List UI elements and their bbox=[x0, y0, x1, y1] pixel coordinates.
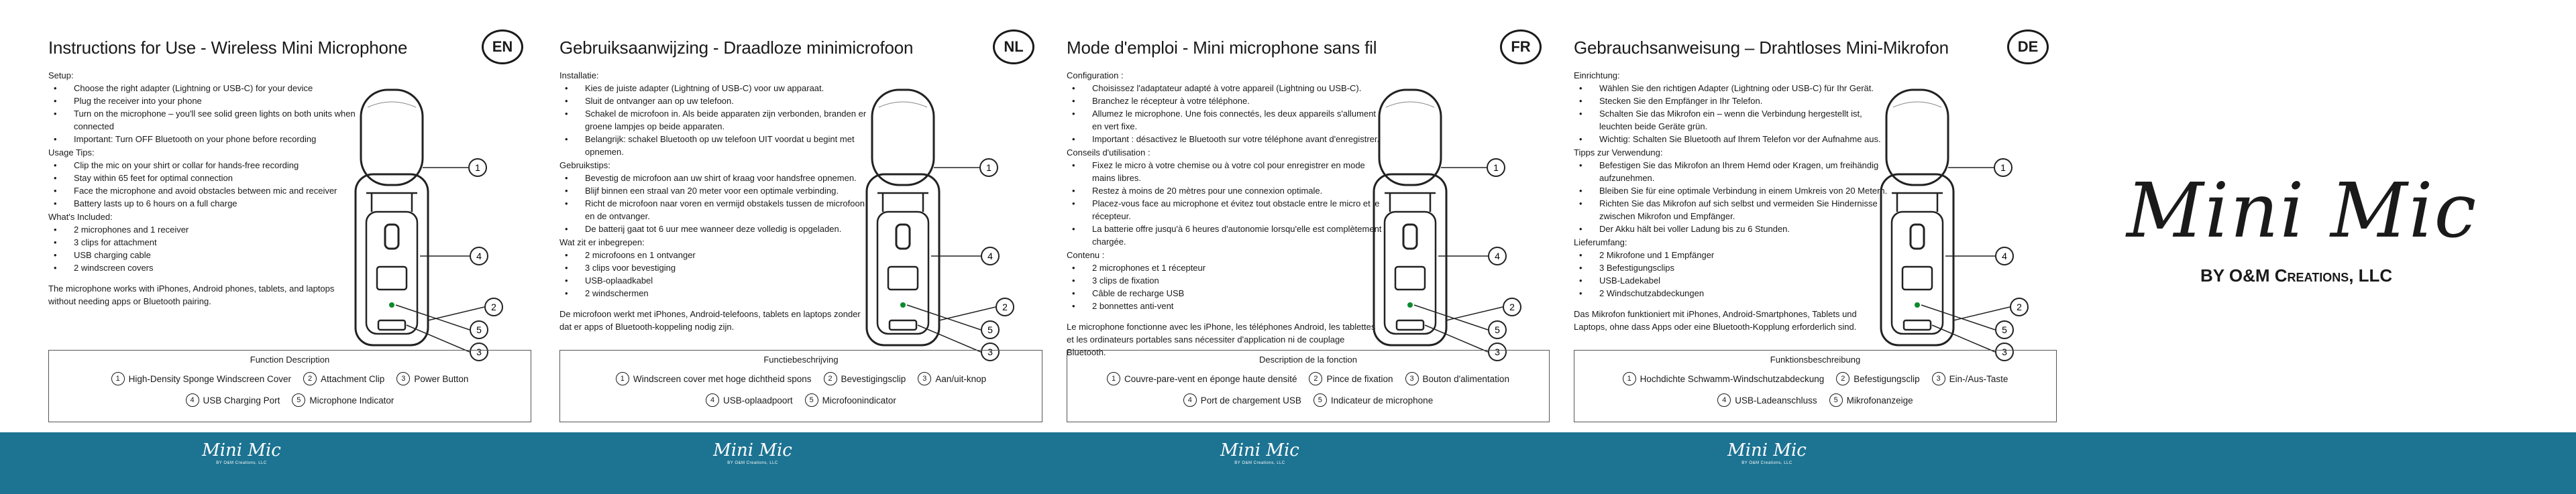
number-badge: 2 bbox=[824, 372, 837, 385]
list-item: • Restez à moins de 20 mètres pour une connexion optimale. bbox=[1067, 184, 1382, 197]
language-badge: FR bbox=[1500, 29, 1542, 64]
svg-text:1: 1 bbox=[475, 162, 480, 173]
callout-2 bbox=[996, 298, 1014, 316]
language-badge: EN bbox=[482, 29, 523, 64]
number-badge: 3 bbox=[918, 372, 931, 385]
svg-text:4: 4 bbox=[2002, 251, 2007, 261]
list-item: • Battery lasts up to 6 hours on a full charge bbox=[48, 197, 364, 210]
number-badge: 2 bbox=[1309, 372, 1322, 385]
list-item: • Face the microphone and avoid obstacles between mic and receiver bbox=[48, 184, 364, 197]
svg-text:3: 3 bbox=[2002, 347, 2007, 357]
bullet-list bbox=[1067, 82, 1382, 145]
section-heading: Conseils d'utilisation : bbox=[1067, 147, 1150, 158]
microphone-diagram bbox=[352, 80, 519, 382]
number-badge: 1 bbox=[111, 372, 125, 385]
instruction-body bbox=[48, 68, 364, 308]
instruction-panel-fr bbox=[1067, 27, 1550, 422]
brand-name: Mini Mic bbox=[2127, 168, 2478, 255]
function-label-3: 3 Aan/uit-knop bbox=[918, 372, 986, 385]
function-label-5: 5 Mikrofonanzeige bbox=[1829, 393, 1913, 407]
svg-text:4: 4 bbox=[1495, 251, 1500, 261]
footer-bar bbox=[0, 432, 2576, 494]
list-item: • Kies de juiste adapter (Lightning of USB-C) voor uw apparaat. bbox=[559, 82, 875, 95]
function-label-5: 5 Microfoonindicator bbox=[805, 393, 896, 407]
callout-2 bbox=[1503, 298, 1521, 316]
section-heading: Setup: bbox=[48, 70, 74, 80]
list-item: • 2 microphones et 1 récepteur bbox=[1067, 261, 1382, 274]
function-labels-row-1 bbox=[1574, 372, 2056, 385]
function-description-box bbox=[48, 350, 531, 422]
function-labels-row-2 bbox=[1067, 393, 1549, 407]
callout-4 bbox=[1996, 247, 2013, 265]
function-label-3: 3 Power Button bbox=[396, 372, 468, 385]
function-description-title: Functiebeschrijving bbox=[763, 355, 839, 365]
callout-1 bbox=[980, 159, 998, 176]
function-description-box bbox=[1067, 350, 1550, 422]
list-item: • Stay within 65 feet for optimal connection bbox=[48, 172, 364, 184]
svg-text:2: 2 bbox=[1002, 302, 1008, 312]
footer-logo: Mini Mic BY O&M Creations, LLC bbox=[713, 440, 792, 465]
callout-1 bbox=[1487, 159, 1505, 176]
list-item: • Choose the right adapter (Lightning or USB-C) for your device bbox=[48, 82, 364, 95]
attachment-clip-shape bbox=[877, 193, 928, 212]
list-item: • Stecken Sie den Empfänger in Ihr Telefon. bbox=[1574, 95, 1889, 107]
list-item: • 3 clips voor bevestiging bbox=[559, 261, 875, 274]
function-label-4: 4 USB-Ladeanschluss bbox=[1717, 393, 1817, 407]
section-heading: Lieferumfang: bbox=[1574, 237, 1627, 247]
svg-text:5: 5 bbox=[476, 324, 482, 335]
callout-4 bbox=[981, 247, 999, 265]
callout-5 bbox=[981, 321, 999, 338]
instruction-body bbox=[559, 68, 875, 333]
list-item: • Allumez le microphone. Une fois connectés, les deux appareils s'allument en vert fixe. bbox=[1067, 107, 1382, 133]
section-heading: Usage Tips: bbox=[48, 147, 95, 158]
bullet-list bbox=[1574, 82, 1889, 145]
number-badge: 5 bbox=[1313, 393, 1327, 407]
function-label-3: 3 Bouton d'alimentation bbox=[1405, 372, 1509, 385]
function-label-1: 1 Couvre-pare-vent en éponge haute densité bbox=[1107, 372, 1297, 385]
function-labels-row-2 bbox=[49, 393, 531, 407]
function-description-title: Description de la fonction bbox=[1259, 355, 1357, 365]
footer-logo: Mini Mic BY O&M Creations, LLC bbox=[202, 440, 281, 465]
list-item: • Wichtig: Schalten Sie Bluetooth auf Ihrem Telefon vor der Aufnahme aus. bbox=[1574, 133, 1889, 145]
number-badge: 5 bbox=[805, 393, 818, 407]
callout-1 bbox=[469, 159, 486, 176]
number-badge: 3 bbox=[396, 372, 410, 385]
svg-text:5: 5 bbox=[1495, 324, 1500, 335]
usb-port-shape bbox=[890, 320, 916, 330]
microphone-indicator-shape bbox=[1407, 302, 1413, 308]
list-item: • Placez-vous face au microphone et évitez tout obstacle entre le micro et le récepteur. bbox=[1067, 197, 1382, 223]
list-item: • Schalten Sie das Mikrofon ein – wenn die Verbindung hergestellt ist, leuchten beide Geräte grün. bbox=[1574, 107, 1889, 133]
section-heading: Wat zit er inbegrepen: bbox=[559, 237, 645, 247]
windscreen-cover-shape bbox=[872, 90, 934, 185]
list-item: • USB-oplaadkabel bbox=[559, 274, 875, 287]
microphone-diagram bbox=[1370, 80, 1538, 382]
microphone-diagram bbox=[1877, 80, 2045, 382]
bullet-list bbox=[1574, 249, 1889, 300]
instruction-body bbox=[1574, 68, 1889, 333]
microphone-diagram bbox=[863, 80, 1030, 382]
list-item: • Richt de microfoon naar voren en vermijd obstakels tussen de microfoon en de ontvanger. bbox=[559, 197, 875, 223]
number-badge: 4 bbox=[706, 393, 719, 407]
list-item: • Befestigen Sie das Mikrofon an Ihrem Hemd oder Kragen, um freihändig aufzunehmen. bbox=[1574, 159, 1889, 184]
attachment-clip-shape bbox=[1385, 193, 1436, 212]
panel-title: Gebruiksaanwijzing - Draadloze minimicrofoon bbox=[559, 38, 914, 58]
list-item: • 3 Befestigungsclips bbox=[1574, 261, 1889, 274]
function-description-box bbox=[1574, 350, 2057, 422]
function-label-2: 2 Attachment Clip bbox=[303, 372, 384, 385]
footer-logo: Mini Mic BY O&M Creations, LLC bbox=[1727, 440, 1807, 465]
list-item: • 2 windschermen bbox=[559, 287, 875, 300]
svg-text:3: 3 bbox=[476, 347, 482, 357]
instruction-panel-de bbox=[1574, 27, 2057, 422]
svg-text:3: 3 bbox=[987, 347, 993, 357]
svg-text:2: 2 bbox=[1509, 302, 1515, 312]
callout-5 bbox=[1996, 321, 2013, 338]
compatibility-note: The microphone works with iPhones, Android phones, tablets, and laptops without needing apps or Bluetooth pairing. bbox=[48, 284, 335, 306]
panel-title: Instructions for Use - Wireless Mini Microphone bbox=[48, 38, 408, 58]
function-description-title: Function Description bbox=[250, 355, 330, 365]
function-label-1: 1 Hochdichte Schwamm-Windschutzabdeckung bbox=[1623, 372, 1825, 385]
list-item: • Important : désactivez le Bluetooth sur votre téléphone avant d'enregistrer. bbox=[1067, 133, 1382, 145]
function-description-box bbox=[559, 350, 1042, 422]
function-label-3: 3 Ein-/Aus-Taste bbox=[1932, 372, 2008, 385]
function-label-4: 4 USB Charging Port bbox=[186, 393, 280, 407]
bullet-list bbox=[559, 249, 875, 300]
list-item: • Der Akku hält bei voller Ladung bis zu 6 Stunden. bbox=[1574, 223, 1889, 235]
section-heading: Tipps zur Verwendung: bbox=[1574, 147, 1663, 158]
list-item: • Turn on the microphone – you'll see solid green lights on both units when connected bbox=[48, 107, 364, 133]
windscreen-cover-shape bbox=[361, 90, 423, 185]
section-heading: What's Included: bbox=[48, 212, 113, 222]
list-item: • Blijf binnen een straal van 20 meter voor een optimale verbinding. bbox=[559, 184, 875, 197]
number-badge: 5 bbox=[1829, 393, 1843, 407]
callout-2 bbox=[2010, 298, 2028, 316]
number-badge: 1 bbox=[1107, 372, 1120, 385]
list-item: • Belangrijk: schakel Bluetooth op uw telefoon UIT voordat u begint met opnemen. bbox=[559, 133, 875, 158]
panel-title: Mode d'emploi - Mini microphone sans fil bbox=[1067, 38, 1377, 58]
list-item: • Fixez le micro à votre chemise ou à votre col pour enregistrer en mode mains libres. bbox=[1067, 159, 1382, 184]
list-item: • USB-Ladekabel bbox=[1574, 274, 1889, 287]
bullet-list bbox=[48, 159, 364, 210]
bullet-list bbox=[559, 82, 875, 158]
section-heading: Gebruikstips: bbox=[559, 160, 610, 170]
callout-5 bbox=[1489, 321, 1506, 338]
svg-text:1: 1 bbox=[2000, 162, 2006, 173]
function-label-1: 1 High-Density Sponge Windscreen Cover bbox=[111, 372, 291, 385]
svg-text:1: 1 bbox=[986, 162, 991, 173]
instruction-body bbox=[1067, 68, 1382, 359]
function-description-title: Funktionsbeschreibung bbox=[1770, 355, 1861, 365]
panel-title: Gebrauchsanweisung – Drahtloses Mini-Mikrofon bbox=[1574, 38, 1949, 58]
function-label-1: 1 Windscreen cover met hoge dichtheid spons bbox=[616, 372, 812, 385]
function-label-4: 4 USB-oplaadpoort bbox=[706, 393, 793, 407]
usb-port-shape bbox=[1904, 320, 1931, 330]
usb-port-shape bbox=[378, 320, 405, 330]
language-badge: DE bbox=[2007, 29, 2049, 64]
list-item: • 2 microfoons en 1 ontvanger bbox=[559, 249, 875, 261]
list-item: • Plug the receiver into your phone bbox=[48, 95, 364, 107]
callout-5 bbox=[470, 321, 488, 338]
section-heading: Contenu : bbox=[1067, 250, 1105, 260]
number-badge: 3 bbox=[1932, 372, 1945, 385]
number-badge: 4 bbox=[1717, 393, 1731, 407]
bullet-list bbox=[559, 172, 875, 235]
list-item: • Bleiben Sie für eine optimale Verbindung in einem Umkreis von 20 Metern. bbox=[1574, 184, 1889, 197]
callout-2 bbox=[485, 298, 502, 316]
function-label-4: 4 Port de chargement USB bbox=[1183, 393, 1301, 407]
number-badge: 3 bbox=[1405, 372, 1419, 385]
list-item: • Important: Turn OFF Bluetooth on your phone before recording bbox=[48, 133, 364, 145]
list-item: • 2 windscreen covers bbox=[48, 261, 364, 274]
svg-text:2: 2 bbox=[2017, 302, 2022, 312]
list-item: • De batterij gaat tot 6 uur mee wanneer deze volledig is opgeladen. bbox=[559, 223, 875, 235]
list-item: • 2 Mikrofone und 1 Empfänger bbox=[1574, 249, 1889, 261]
microphone-indicator-shape bbox=[389, 302, 394, 308]
svg-text:5: 5 bbox=[987, 324, 993, 335]
list-item: • 2 Windschutzabdeckungen bbox=[1574, 287, 1889, 300]
usb-port-shape bbox=[1397, 320, 1424, 330]
compatibility-note: De microfoon werkt met iPhones, Android-telefoons, tablets en laptops zonder dat er apps of Bluetooth-koppeling nodig zijn. bbox=[559, 309, 861, 332]
microphone-indicator-shape bbox=[1915, 302, 1920, 308]
number-badge: 1 bbox=[616, 372, 629, 385]
section-heading: Configuration : bbox=[1067, 70, 1124, 80]
function-labels-row-1 bbox=[1067, 372, 1549, 385]
list-item: • Richten Sie das Mikrofon auf sich selbst und vermeiden Sie Hindernisse zwischen Mikrofon und Empfänger. bbox=[1574, 197, 1889, 223]
instruction-panel-nl bbox=[559, 27, 1042, 422]
brand-logo bbox=[2113, 168, 2529, 335]
function-label-2: 2 Pince de fixation bbox=[1309, 372, 1393, 385]
section-heading: Einrichtung: bbox=[1574, 70, 1620, 80]
number-badge: 5 bbox=[292, 393, 305, 407]
svg-text:1: 1 bbox=[1493, 162, 1499, 173]
callout-1 bbox=[1994, 159, 2012, 176]
section-heading: Installatie: bbox=[559, 70, 599, 80]
svg-text:2: 2 bbox=[491, 302, 496, 312]
language-badge: NL bbox=[993, 29, 1034, 64]
callout-4 bbox=[1489, 247, 1506, 265]
list-item: • Sluit de ontvanger aan op uw telefoon. bbox=[559, 95, 875, 107]
windscreen-cover-shape bbox=[1379, 90, 1441, 185]
number-badge: 4 bbox=[1183, 393, 1197, 407]
number-badge: 4 bbox=[186, 393, 199, 407]
svg-text:3: 3 bbox=[1495, 347, 1500, 357]
list-item: • Bevestig de microfoon aan uw shirt of kraag voor handsfree opnemen. bbox=[559, 172, 875, 184]
list-item: • Wählen Sie den richtigen Adapter (Lightning oder USB-C) für Ihr Gerät. bbox=[1574, 82, 1889, 95]
function-label-5: 5 Microphone Indicator bbox=[292, 393, 394, 407]
function-labels-row-2 bbox=[560, 393, 1042, 407]
function-label-2: 2 Befestigungsclip bbox=[1836, 372, 1919, 385]
list-item: • 2 microphones and 1 receiver bbox=[48, 223, 364, 236]
function-labels-row-1 bbox=[49, 372, 531, 385]
list-item: • 3 clips for attachment bbox=[48, 236, 364, 249]
bullet-list bbox=[1067, 261, 1382, 312]
callout-4 bbox=[470, 247, 488, 265]
list-item: • Câble de recharge USB bbox=[1067, 287, 1382, 300]
svg-text:4: 4 bbox=[476, 251, 482, 261]
compatibility-note: Das Mikrofon funktioniert mit iPhones, Android-Smartphones, Tablets und Laptops, ohne dass Apps oder eine Bluetooth-Kopplung erforderlich sind. bbox=[1574, 309, 1857, 332]
svg-text:4: 4 bbox=[987, 251, 993, 261]
number-badge: 1 bbox=[1623, 372, 1636, 385]
svg-text:5: 5 bbox=[2002, 324, 2007, 335]
list-item: • 3 clips de fixation bbox=[1067, 274, 1382, 287]
list-item: • 2 bonnettes anti-vent bbox=[1067, 300, 1382, 312]
microphone-indicator-shape bbox=[900, 302, 906, 308]
instruction-panel-en bbox=[48, 27, 531, 422]
function-labels-row-2 bbox=[1574, 393, 2056, 407]
function-labels-row-1 bbox=[560, 372, 1042, 385]
list-item: • Schakel de microfoon in. Als beide apparaten zijn verbonden, branden er groene lampjes op beide apparaten. bbox=[559, 107, 875, 133]
list-item: • USB charging cable bbox=[48, 249, 364, 261]
attachment-clip-shape bbox=[1892, 193, 1943, 212]
footer-logo: Mini Mic BY O&M Creations, LLC bbox=[1220, 440, 1299, 465]
windscreen-cover-shape bbox=[1886, 90, 1948, 185]
brand-byline: BY O&M Creations, LLC bbox=[2200, 265, 2393, 286]
compatibility-note: Le microphone fonctionne avec les iPhone, les téléphones Android, les tablettes et les ordinateurs portables sans nécessiter d'application ni de couplage Bluetooth. bbox=[1067, 322, 1376, 357]
list-item: • Clip the mic on your shirt or collar for hands-free recording bbox=[48, 159, 364, 172]
list-item: • Branchez le récepteur à votre téléphone. bbox=[1067, 95, 1382, 107]
bullet-list bbox=[48, 82, 364, 145]
bullet-list bbox=[48, 223, 364, 274]
function-label-5: 5 Indicateur de microphone bbox=[1313, 393, 1433, 407]
bullet-list bbox=[1574, 159, 1889, 235]
number-badge: 2 bbox=[303, 372, 317, 385]
list-item: • Choisissez l'adaptateur adapté à votre appareil (Lightning ou USB-C). bbox=[1067, 82, 1382, 95]
number-badge: 2 bbox=[1836, 372, 1849, 385]
function-label-2: 2 Bevestigingsclip bbox=[824, 372, 906, 385]
list-item: • La batterie offre jusqu'à 6 heures d'autonomie lorsqu'elle est complètement chargée. bbox=[1067, 223, 1382, 248]
bullet-list bbox=[1067, 159, 1382, 248]
attachment-clip-shape bbox=[366, 193, 417, 212]
